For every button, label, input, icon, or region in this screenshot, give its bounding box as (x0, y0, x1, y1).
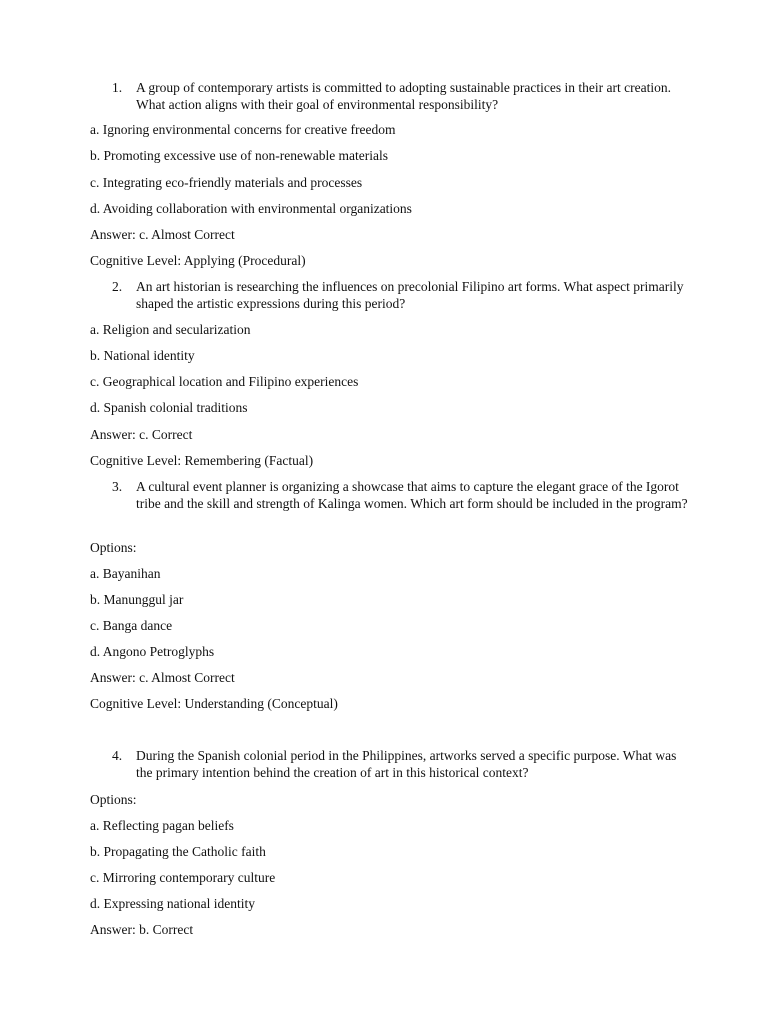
option-b: b. Propagating the Catholic faith (90, 844, 266, 859)
option-d: d. Angono Petroglyphs (90, 644, 215, 659)
question-text: An art historian is researching the influences on precolonial Filipino art forms. What aspect primarily shaped the artistic expressions during this period? (136, 279, 684, 311)
option-a: a. Reflecting pagan beliefs (90, 818, 234, 833)
question-text: A group of contemporary artists is committed to adopting sustainable practices in their art creation. What action aligns with their goal of environmental responsibility? (136, 80, 671, 112)
option-c: c. Integrating eco-friendly materials and processes (90, 175, 363, 190)
answer: Answer: c. Almost Correct (90, 670, 235, 685)
option-b: b. Manunggul jar (90, 592, 184, 607)
cognitive-level: Cognitive Level: Understanding (Conceptual) (90, 696, 338, 711)
question-text: During the Spanish colonial period in the Philippines, artworks served a specific purpose. What was the primary intention behind the creation of art in this historical context? (136, 748, 677, 780)
options-label: Options: (90, 540, 137, 555)
option-a: a. Bayanihan (90, 566, 161, 581)
option-d: d. Avoiding collaboration with environmental organizations (90, 201, 412, 216)
option-c: c. Banga dance (90, 618, 173, 633)
answer: Answer: b. Correct (90, 922, 194, 937)
question-text: A cultural event planner is organizing a showcase that aims to capture the elegant grace of the Igorot tribe and the skill and strength of Kalinga women. Which art form should be included in the program? (136, 479, 688, 511)
question-number: 1. (112, 80, 123, 95)
option-a: a. Ignoring environmental concerns for creative freedom (90, 122, 396, 137)
cognitive-level: Cognitive Level: Applying (Procedural) (90, 253, 306, 268)
option-b: b. Promoting excessive use of non-renewable materials (90, 148, 389, 163)
option-c: c. Mirroring contemporary culture (90, 870, 276, 885)
option-a: a. Religion and secularization (90, 322, 251, 337)
question-2 (112, 278, 692, 312)
answer: Answer: c. Correct (90, 427, 193, 442)
question-1 (112, 79, 692, 113)
question-3 (112, 478, 692, 512)
option-d: d. Spanish colonial traditions (90, 400, 248, 415)
question-number: 4. (112, 748, 123, 763)
option-d: d. Expressing national identity (90, 896, 255, 911)
question-4 (112, 747, 692, 781)
question-number: 3. (112, 479, 123, 494)
option-c: c. Geographical location and Filipino experiences (90, 374, 359, 389)
question-number: 2. (112, 279, 123, 294)
options-label: Options: (90, 792, 137, 807)
cognitive-level: Cognitive Level: Remembering (Factual) (90, 453, 314, 468)
option-b: b. National identity (90, 348, 195, 363)
answer: Answer: c. Almost Correct (90, 227, 235, 242)
